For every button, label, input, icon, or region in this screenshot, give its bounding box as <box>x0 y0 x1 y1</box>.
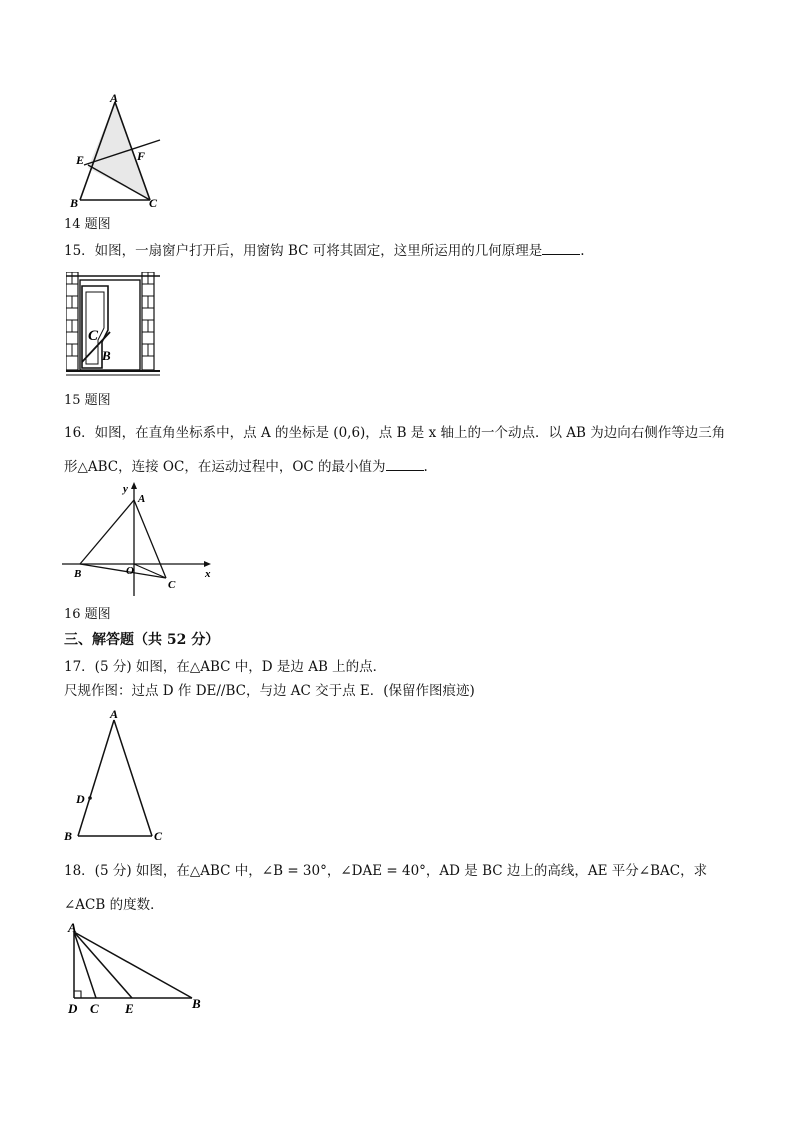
q16-answer-blank <box>386 458 424 471</box>
q17-line2: 尺规作图：过点 D 作 DE//BC，与边 AC 交于点 E．(保留作图痕迹) <box>64 683 475 699</box>
fig18-label-a: A <box>68 920 77 935</box>
q16-stem: 形△ABC，连接 OC，在运动过程中，OC 的最小值为 <box>64 459 386 475</box>
fig14-caption: 14 题图 <box>64 217 111 232</box>
q15-end: . <box>580 243 585 259</box>
fig14-label-b: B <box>70 196 79 210</box>
fig16-label-o: O <box>126 565 134 577</box>
figure-14 <box>60 90 175 210</box>
fig15-label-c: C <box>88 328 99 344</box>
fig14-label-c: C <box>149 196 158 210</box>
fig18-side-ab <box>74 932 192 998</box>
fig17-point-d <box>88 796 92 800</box>
figure-15 <box>66 272 160 378</box>
fig16-x-arrow <box>204 561 211 567</box>
q16-end: . <box>423 459 428 475</box>
fig14-label-e: E <box>76 153 85 167</box>
fig17-label-b: B <box>64 829 73 843</box>
q16-line2 <box>64 458 428 476</box>
q18-line2: ∠ACB 的度数． <box>64 897 164 913</box>
fig16-label-c: C <box>168 579 176 591</box>
q15-answer-blank <box>542 242 580 255</box>
fig17-side-ac <box>114 720 152 836</box>
fig18-bisector-ae <box>74 932 132 998</box>
q18-line1: 18．(5 分) 如图，在△ABC 中，∠B = 30°，∠DAE = 40°，AD 是 BC 边上的高线，AE 平分∠BAC，求 <box>64 863 708 879</box>
fig18-label-e: E <box>125 1001 134 1016</box>
fig16-side-ab <box>80 500 134 564</box>
fig16-label-a: A <box>138 493 146 505</box>
fig15-label-b: B <box>102 348 111 363</box>
fig16-y-arrow <box>131 482 137 489</box>
fig16-caption: 16 题图 <box>64 607 111 622</box>
fig16-side-bc <box>80 564 166 578</box>
fig16-label-x: x <box>205 568 211 580</box>
fig14-label-a: A <box>110 91 119 105</box>
fig18-label-b: B <box>192 996 201 1011</box>
fig18-right-angle-mark <box>74 991 81 998</box>
fig18-label-c: C <box>90 1001 99 1016</box>
q15-stem: 15．如图，一扇窗户打开后，用窗钩 BC 可将其固定，这里所运用的几何原理是 <box>64 243 543 259</box>
fig17-side-ab <box>78 720 114 836</box>
q16-line1: 16．如图，在直角坐标系中，点 A 的坐标是 (0,6)，点 B 是 x 轴上的一个动点．以 AB 为边向右侧作等边三角 <box>64 425 726 441</box>
figure-18 <box>62 918 212 1018</box>
q17-line1: 17．(5 分) 如图，在△ABC 中，D 是边 AB 上的点． <box>64 659 387 675</box>
fig17-label-c: C <box>154 829 163 843</box>
section-3-title: 三、解答题（共 52 分） <box>64 632 220 648</box>
fig17-label-a: A <box>110 707 119 721</box>
fig14-label-f: F <box>137 149 146 163</box>
fig15-caption: 15 题图 <box>64 393 111 408</box>
fig17-label-d: D <box>76 792 85 806</box>
fig18-label-d: D <box>68 1001 78 1016</box>
figure-16 <box>62 480 222 600</box>
q15-text <box>64 242 585 260</box>
fig16-label-y: y <box>123 483 128 495</box>
fig16-label-b: B <box>74 568 82 580</box>
figure-17 <box>62 706 172 846</box>
